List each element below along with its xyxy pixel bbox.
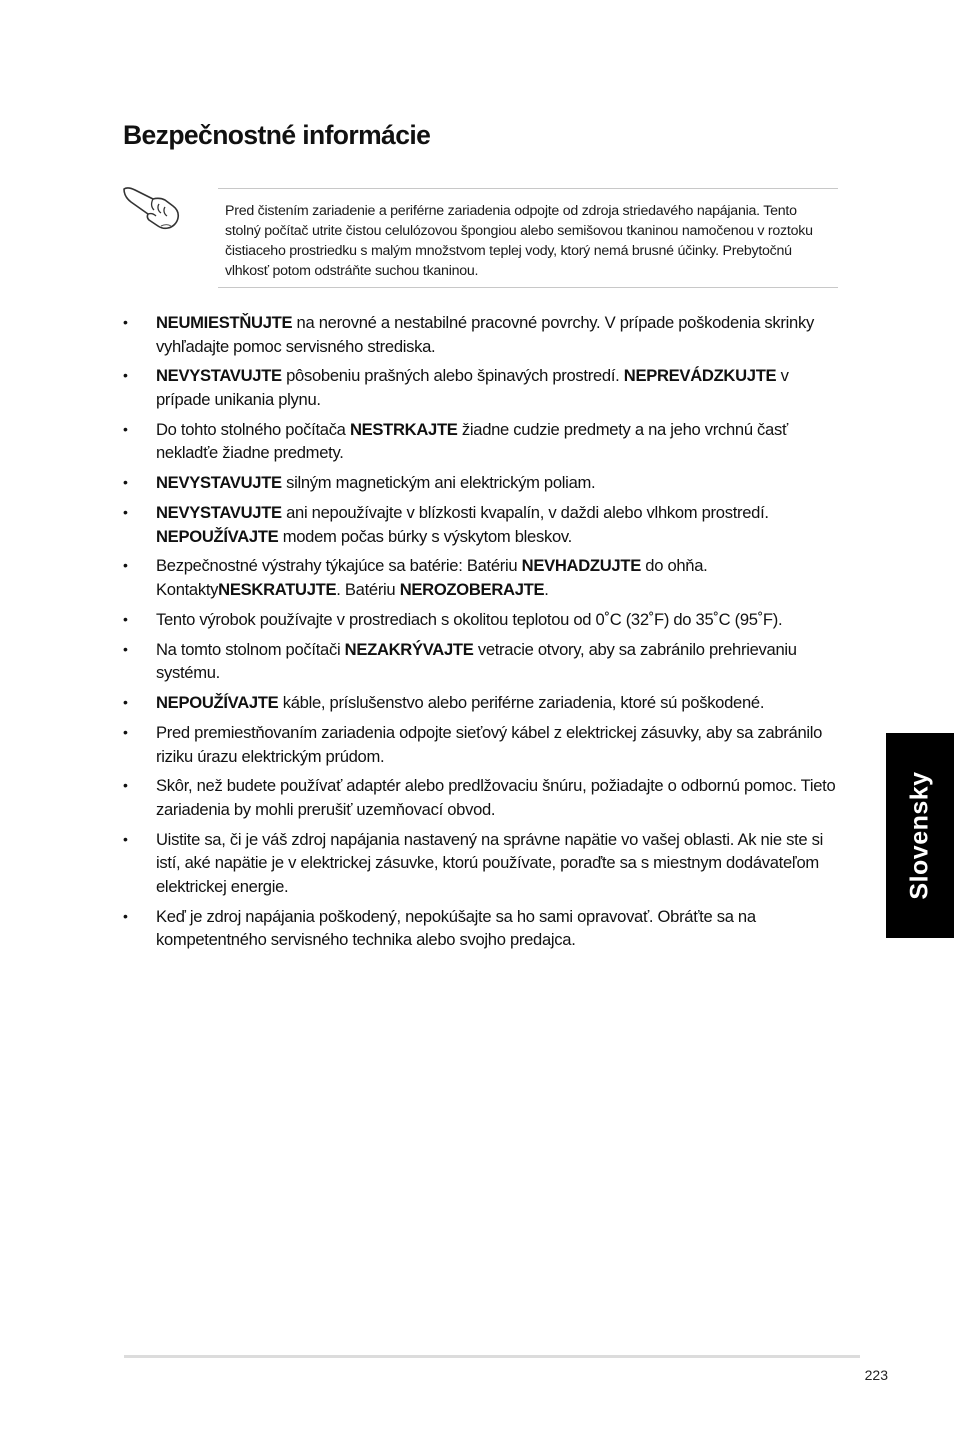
- bullet-text: .: [544, 579, 549, 599]
- bullet-item: [123, 828, 843, 899]
- bullet-text: vetracie otvory, aby sa zabránilo prehrievaniu systému.: [156, 639, 797, 683]
- bullet-text: na nerovné a nestabilné pracovné povrchy. V prípade poškodenia skrinky vyhľadajte pomoc servisného strediska.: [156, 313, 814, 356]
- bullet-item: [123, 471, 843, 495]
- bullet-item: [123, 638, 843, 685]
- bullet-emphasis: NEPOUŽÍVAJTE: [156, 693, 279, 713]
- pointing-hand-icon: [121, 183, 185, 233]
- bullet-text: ani nepoužívajte v blízkosti kvapalín, v daždi alebo vlhkom prostredí.: [281, 503, 769, 523]
- bullet-item: [123, 905, 843, 952]
- bullet-text: v prípade unikania plynu.: [156, 366, 789, 409]
- bullet-item: [123, 691, 843, 715]
- bullet-marker: •: [123, 367, 128, 384]
- bullet-text: do ohňa. Kontakty: [156, 556, 708, 599]
- bullet-marker: •: [123, 504, 128, 521]
- bullet-text: Pred premiestňovaním zariadenia odpojte sieťový kábel z elektrickej zásuvky, aby sa zabránilo riziku úrazu elektrickým prúdom.: [156, 723, 823, 766]
- bullet-text: Skôr, než budete používať adaptér alebo predlžovaciu šnúru, požiadajte o odbornú pomoc. Tieto zariadenia by mohli prerušiť uzemňovací obvod.: [156, 776, 836, 819]
- bullet-marker: •: [123, 420, 128, 437]
- bullet-marker: •: [123, 610, 128, 627]
- bullet-marker: •: [123, 640, 128, 657]
- bullet-item: [123, 418, 843, 465]
- bullet-item: [123, 554, 843, 601]
- bullet-marker: •: [123, 694, 128, 711]
- page-number: 223: [864, 1367, 888, 1383]
- bullet-item: [123, 364, 843, 411]
- bullet-marker: •: [123, 314, 128, 330]
- bullet-item: [123, 721, 843, 768]
- bullet-marker: •: [123, 474, 128, 491]
- bullet-item: [123, 311, 843, 358]
- bullet-text: Keď je zdroj napájania poškodený, nepokúšajte sa ho sami opravovať. Obráťte sa na kompetentného servisného technika alebo svojho predajca.: [156, 906, 756, 950]
- bullet-text: Do tohto stolného počítača: [156, 419, 350, 439]
- bullet-emphasis: NEZAKRÝVAJTE: [344, 639, 474, 659]
- bullet-text: Uistite sa, či je váš zdroj napájania nastavený na správne napätie vo vašej oblasti. Ak nie ste si istí, aké napätie je v elektrickej zásuvke, ktorú používate, poraďte sa s miestnym dodávateľom elektrickej energie.: [156, 829, 824, 896]
- footer-divider: [124, 1355, 860, 1358]
- bullet-marker: •: [123, 724, 128, 741]
- bullet-emphasis: NESTRKAJTE: [349, 419, 458, 439]
- bullet-emphasis: NEVHADZUJTE: [521, 556, 641, 576]
- note-text: Pred čistením zariadenie a periférne zariadenia odpojte od zdroja striedavého napájania. Tento stolný počítač utrite čistou celulózovou špongiou alebo semišovou tkaninou namočenou v roztoku čistiaceho prostriedku s malým množstvom teplej vody, ktorý nemá brusné účinky. Prebytočnú vlhkosť potom odstráňte suchou tkaninou.: [225, 203, 813, 279]
- bullet-marker: •: [123, 557, 128, 574]
- note-box: [218, 188, 838, 288]
- bullet-emphasis: NEUMIESTŇUJTE: [156, 313, 293, 332]
- language-side-tab: [886, 733, 954, 938]
- bullet-item: [123, 608, 843, 632]
- bullet-marker: •: [123, 777, 128, 794]
- bullet-emphasis: NESKRATUJTE: [218, 579, 337, 599]
- bullet-emphasis: NEVYSTAVUJTE: [156, 473, 282, 493]
- safety-bullet-list: [123, 311, 843, 958]
- bullet-item: [123, 501, 843, 548]
- bullet-item: [123, 774, 843, 821]
- bullet-marker: •: [123, 830, 128, 847]
- bullet-text: silným magnetickým ani elektrickým poliam.: [281, 473, 596, 493]
- bullet-text: Na tomto stolnom počítači: [156, 639, 345, 659]
- bullet-emphasis: NEPOUŽÍVAJTE: [156, 526, 279, 546]
- bullet-text: . Batériu: [336, 579, 400, 599]
- page-title: Bezpečnostné informácie: [123, 120, 431, 150]
- bullet-text: Bezpečnostné výstrahy týkajúce sa batérie: Batériu: [156, 556, 522, 576]
- bullet-emphasis: NEVYSTAVUJTE: [156, 366, 282, 386]
- bullet-emphasis: NEPREVÁDZKUJTE: [623, 366, 777, 386]
- bullet-text: Tento výrobok používajte v prostrediach s okolitou teplotou od 0˚C (32˚F) do 35˚C (95˚F).: [156, 609, 783, 629]
- bullet-text: pôsobeniu prašných alebo špinavých prostredí.: [281, 366, 624, 386]
- bullet-text: káble, príslušenstvo alebo periférne zariadenia, ktoré sú poškodené.: [278, 693, 765, 713]
- bullet-marker: •: [123, 907, 128, 924]
- bullet-emphasis: NEROZOBERAJTE: [399, 579, 545, 599]
- bullet-emphasis: NEVYSTAVUJTE: [156, 503, 282, 523]
- bullet-text: modem počas búrky s výskytom bleskov.: [278, 526, 572, 546]
- bullet-text: žiadne cudzie predmety a na jeho vrchnú časť nekladťe žiadne predmety.: [156, 419, 788, 463]
- language-side-tab-label: Slovensky: [905, 771, 934, 900]
